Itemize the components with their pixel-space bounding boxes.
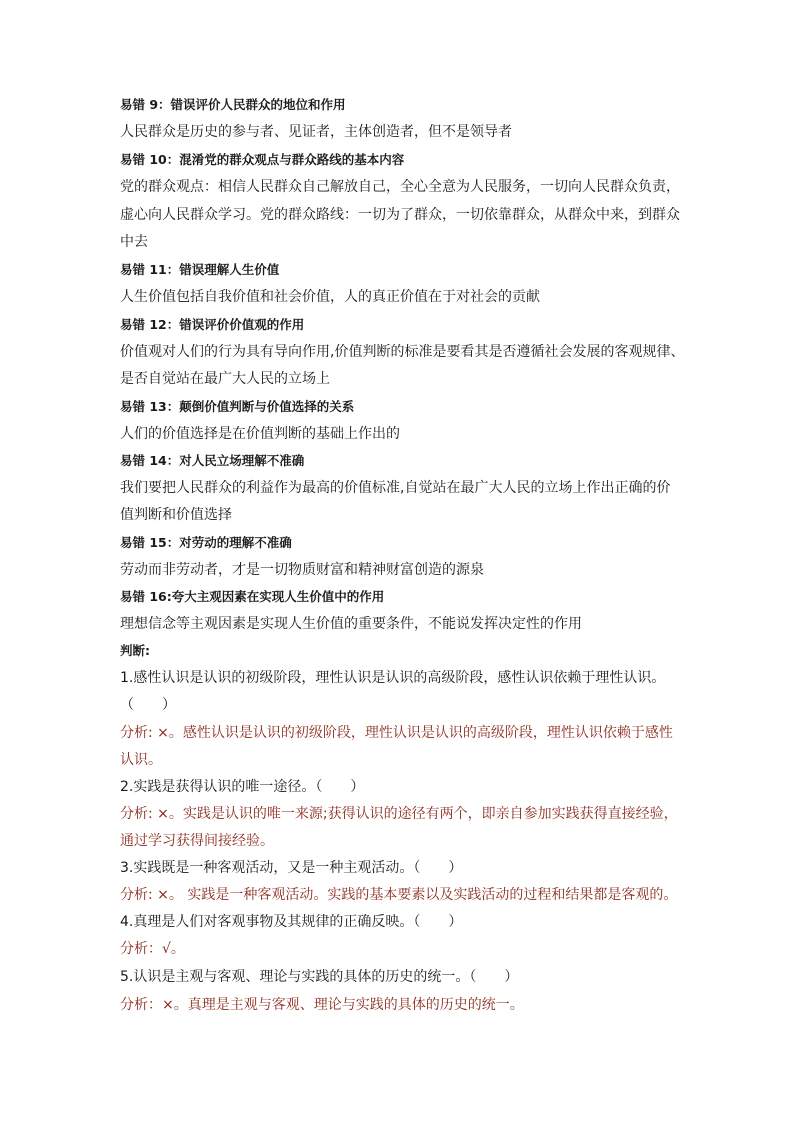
judge-a3-line-1: 分析: ×。 实践是一种客观活动。实践的基本要素以及实践活动的过程和结果都是客观的。	[120, 887, 678, 903]
judge-a2-line-2: 通过学习获得间接经验。	[120, 833, 274, 849]
error-14-line-2: 值判断和价值选择	[120, 507, 232, 523]
judge-q1-line-1: 1.感性认识是认识的初级阶段，理性认识是认识的高级阶段，感性认识依赖于理性认识。	[120, 670, 666, 686]
judge-q1-line-2: （ ）	[120, 697, 176, 713]
judge-a1-line-2: 认识。	[120, 752, 162, 768]
error-12-line-2: 是否自觉站在最广大人民的立场上	[120, 371, 330, 387]
judge-title: 判断:	[120, 643, 150, 658]
judge-q3-line-1: 3.实践既是一种客观活动，又是一种主观活动。（ ）	[120, 860, 463, 876]
error-14-line-1: 我们要把人民群众的利益作为最高的价值标准,自觉站在最广大人民的立场上作出正确的价	[120, 480, 671, 496]
judge-a2-line-1: 分析: ×。实践是认识的唯一来源;获得认识的途径有两个，即亲自参加实践获得直接经验，	[120, 806, 678, 822]
error-11-line-1: 人生价值包括自我价值和社会价值，人的真正价值在于对社会的贡献	[120, 289, 540, 305]
judge-q2-line-1: 2.实践是获得认识的唯一途径。（ ）	[120, 779, 365, 795]
error-12-heading: 易错 12：错误评价价值观的作用	[120, 317, 305, 332]
error-10-heading: 易错 10：混淆党的群众观点与群众路线的基本内容	[120, 152, 405, 167]
error-9-line-1: 人民群众是历史的参与者、见证者，主体创造者，但不是领导者	[120, 124, 512, 140]
error-12-line-1: 价值观对人们的行为具有导向作用,价值判断的标准是要看其是否遵循社会发展的客观规律、	[120, 344, 685, 360]
judge-q5-line-1: 5.认识是主观与客观、理论与实践的具体的历史的统一。（ ）	[120, 969, 519, 985]
error-16-heading: 易错 16:夸大主观因素在实现人生价值中的作用	[120, 589, 385, 604]
error-15-line-1: 劳动而非劳动者，才是一切物质财富和精神财富创造的源泉	[120, 562, 484, 578]
judge-q4-line-1: 4.真理是人们对客观事物及其规律的正确反映。（ ）	[120, 914, 463, 930]
error-11-heading: 易错 11：错误理解人生价值	[120, 262, 280, 277]
error-10-line-2: 虚心向人民群众学习。党的群众路线：一切为了群众，一切依靠群众，从群众中来，到群众	[120, 207, 680, 223]
error-16-line-1: 理想信念等主观因素是实现人生价值的重要条件，不能说发挥决定性的作用	[120, 616, 582, 632]
error-14-heading: 易错 14：对人民立场理解不准确	[120, 453, 305, 468]
judge-a1-line-1: 分析: ×。感性认识是认识的初级阶段，理性认识是认识的高级阶段，理性认识依赖于感性	[120, 725, 673, 741]
error-9-heading: 易错 9：错误评价人民群众的地位和作用	[120, 97, 346, 112]
judge-a5-line-1: 分析：×。真理是主观与客观、理论与实践的具体的历史的统一。	[120, 997, 524, 1013]
error-10-line-3: 中去	[120, 234, 148, 250]
error-10-line-1: 党的群众观点：相信人民群众自己解放自己，全心全意为人民服务，一切向人民群众负责，	[120, 179, 680, 195]
error-13-line-1: 人们的价值选择是在价值判断的基础上作出的	[120, 426, 400, 442]
judge-a4-line-1: 分析：√。	[120, 941, 185, 957]
error-13-heading: 易错 13：颠倒价值判断与价值选择的关系	[120, 399, 355, 414]
error-15-heading: 易错 15：对劳动的理解不准确	[120, 535, 292, 550]
